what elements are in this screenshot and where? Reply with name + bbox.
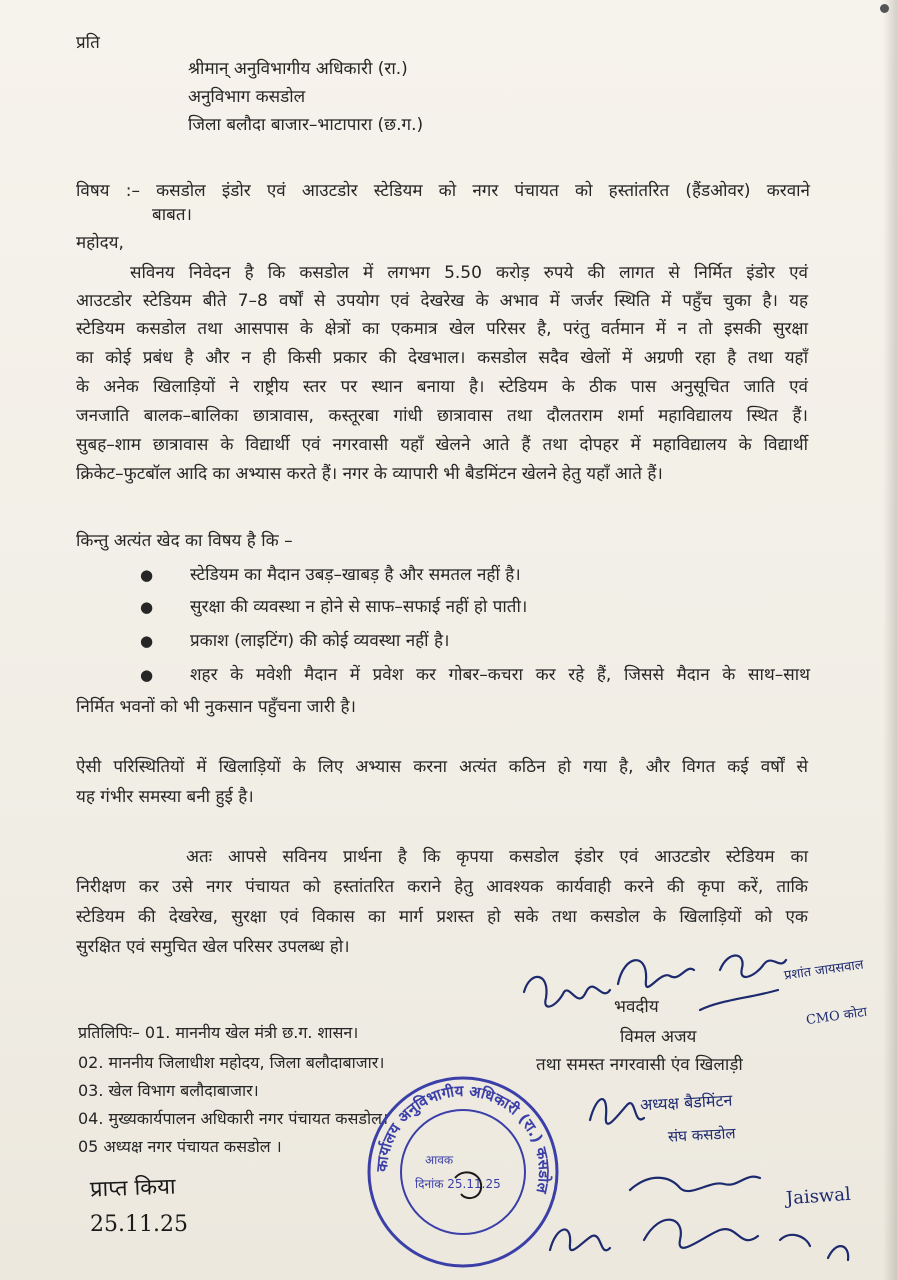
para1-line-8: क्रिकेट–फुटबॉल आदि का अभ्यास करते हैं। नगर के व्यापारी भी बैडमिंटन खेलने हेतु यहाँ आते हैं। — [76, 464, 663, 484]
para3-line-3: स्टेडियम की देखरेख, सुरक्षा एवं विकास का मार्ग प्रशस्त हो सके तथा कसडोल के खिलाड़ियों को एक — [76, 907, 808, 927]
para1-line-2: आउटडोर स्टेडियम बीते 7–8 वर्षों से उपयोग एवं देखरेख के अभाव में जर्जर स्थिति में पहुँच चुका है। यह — [76, 291, 808, 311]
para2-line-1: ऐसी परिस्थितियों में खिलाड़ियों के लिए अभ्यास करना अत्यंत कठिन हो गया है, और विगत कई वर्षों से — [76, 757, 808, 777]
handwritten-note-adhyaksh: अध्यक्ष बैडमिंटन — [639, 1090, 733, 1115]
sender-name: विमल अजय — [620, 1027, 697, 1047]
para3-line-1: अतः आपसे सविनय प्रार्थना है कि कृपया कसडोल इंडोर एवं आउटडोर स्टेडियम का — [186, 847, 808, 867]
signature-7-stroke — [644, 1220, 758, 1248]
addressee-line-3: जिला बलौदा बाजार–भाटापारा (छ.ग.) — [188, 115, 424, 135]
stamp-inner-label: आवक — [425, 1153, 454, 1167]
stamp-ring-text: कार्यालय अनुविभागीय अधिकारी (रा.) कसडोल — [372, 1081, 554, 1195]
para1-line-1: सविनय निवेदन है कि कसडोल में लगभग 5.50 करोड़ रुपये की लागत से निर्मित इंडोर एवं — [130, 263, 808, 283]
para1-line-7: सुबह–शाम छात्रावास के विद्यार्थी एवं नगरवासी यहाँ खेलने आते हैं तथा दोपहर में महाविद्यालय के विद्यार्थी — [76, 435, 808, 455]
bullet-item-4: शहर के मवेशी मैदान में प्रवेश कर गोबर–कचरा कर रहे हैं, जिससे मैदान के साथ–साथ — [190, 665, 810, 685]
sender-group: तथा समस्त नगरवासी एंव खिलाड़ी — [536, 1055, 743, 1075]
para1-line-6: जनजाति बालक–बालिका छात्रावास, कस्तूरबा गांधी छात्रावास तथा दौलतराम शर्मा महाविद्यालय स्थित हैं। — [76, 406, 808, 426]
to-label: प्रति — [76, 33, 100, 53]
copies-label: प्रतिलिपिः– 01. माननीय खेल मंत्री छ.ग. शासन। — [78, 1023, 359, 1042]
para3-line-2: निरीक्षण कर उसे नगर पंचायत को हस्तांतरित कराने हेतु आवश्यक कार्यवाही करने की कृपा करें, ताकि — [76, 877, 808, 897]
bullet-item-3: प्रकाश (लाइटिंग) की कोई व्यवस्था नहीं है। — [190, 631, 450, 651]
bullet-item-2: सुरक्षा की व्यवस्था न होने से साफ–सफाई नहीं हो पाती। — [190, 597, 528, 617]
received-note-handwritten: प्राप्त किया — [89, 1174, 176, 1203]
stamp-inner-date: दिनांक 25.11.25 — [415, 1177, 501, 1191]
signature-2-stroke — [618, 960, 694, 987]
bullet-dot-4: ● — [140, 666, 154, 684]
para3-line-4: सुरक्षित एवं समुचित खेल परिसर उपलब्ध हो। — [76, 937, 350, 957]
bullet-item-1: स्टेडियम का मैदान उबड़–खाबड़ है और समतल नहीं है। — [190, 565, 521, 585]
handwritten-note-sangh: संघ कसडोल — [667, 1124, 736, 1146]
copy-item-3: 03. खेल विभाग बलौदाबाजार। — [78, 1081, 259, 1100]
para1-line-5: के अनेक खिलाड़ियों ने राष्ट्रीय स्तर पर स्थान बनाया है। स्टेडियम के ठीक पास अनुसूचित जाति एवं — [76, 377, 808, 397]
copy-item-2: 02. माननीय जिलाधीश महोदय, जिला बलौदाबाजार। — [78, 1053, 385, 1072]
para1-line-3: स्टेडियम कसडोल तथा आसपास के क्षेत्रों का एकमात्र खेल परिसर है, परंतु वर्तमान में न तो इसकी सुरक्षा — [76, 319, 808, 339]
signature-4-stroke — [590, 1099, 644, 1124]
received-date-handwritten: 25.11.25 — [90, 1212, 188, 1237]
handwritten-note-prashant: प्रशांत जायसवाल — [783, 957, 865, 984]
signature-9-stroke — [828, 1246, 848, 1260]
copy-item-5: 05 अध्यक्ष नगर पंचायत कसडोल । — [78, 1137, 282, 1156]
signature-3-stroke — [720, 956, 786, 977]
bullet-dot-3: ● — [140, 632, 154, 650]
signature-underline — [700, 990, 778, 1010]
signature-scribbles — [510, 940, 890, 1280]
handwritten-note-cmo: CMO कोटा — [805, 1004, 869, 1029]
signature-8-stroke — [780, 1235, 810, 1246]
office-stamp — [363, 1072, 563, 1272]
punch-hole-mark — [880, 4, 889, 13]
regret-intro: किन्तु अत्यंत खेद का विषय है कि – — [76, 531, 293, 551]
subject-line-1: विषय :– कसडोल इंडोर एवं आउटडोर स्टेडियम को नगर पंचायत को हस्तांतरित (हैंडओवर) करवाने — [76, 181, 810, 201]
bullet-dot-1: ● — [140, 566, 154, 584]
signature-1-stroke — [524, 977, 610, 1007]
closing-bhavdiya: भवदीय — [614, 997, 659, 1017]
greeting: महोदय, — [76, 233, 124, 253]
handwritten-signature-jaiswal: Jaiswal — [785, 1183, 852, 1210]
bullet-item-4-continued: निर्मित भवनों को भी नुकसान पहुँचना जारी है। — [76, 697, 356, 717]
addressee-line-1: श्रीमान् अनुविभागीय अधिकारी (रा.) — [188, 59, 408, 79]
bullet-dot-2: ● — [140, 598, 154, 616]
signature-6-stroke — [630, 1177, 760, 1191]
subject-line-2: बाबत। — [152, 205, 192, 225]
copy-item-4: 04. मुख्यकार्यपालन अधिकारी नगर पंचायत कसडोल। — [78, 1109, 389, 1128]
para1-line-4: का कोई प्रबंध है और न ही किसी प्रकार की देखभाल। कसडोल सदैव खेलों में अग्रणी रहा है तथा यहाँ — [76, 348, 808, 368]
addressee-line-2: अनुविभाग कसडोल — [188, 87, 306, 107]
para2-line-2: यह गंभीर समस्या बनी हुई है। — [76, 787, 254, 807]
